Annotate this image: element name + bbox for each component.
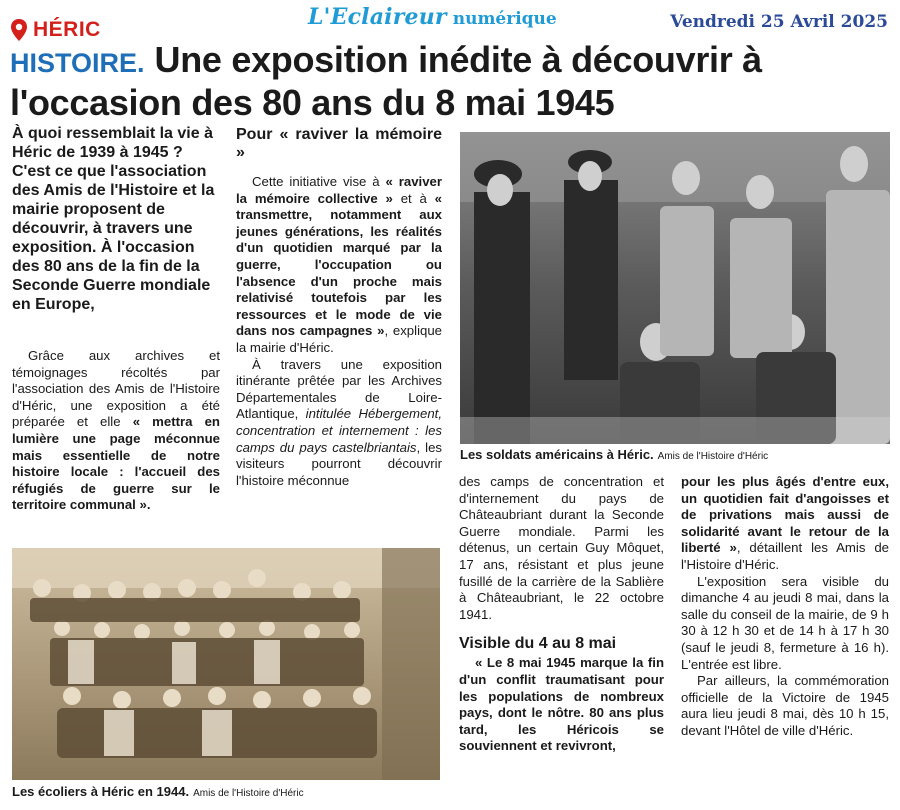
photo-credit: Amis de l'Histoire d'Héric xyxy=(193,788,304,799)
paragraph xyxy=(236,174,442,357)
article-column-1 xyxy=(12,348,220,514)
text-run: , détaillent les Amis de l'Histoire d'Héric. xyxy=(681,540,890,572)
italic-run: intitulée Hébergement, concentration et internement : les camps du pays castelbriantais xyxy=(236,406,443,455)
paragraph xyxy=(681,474,889,574)
text-run: et à xyxy=(392,190,435,206)
paragraph: Par ailleurs, la commémoration officielle de la Victoire de 1945 aura lieu jeudi 8 mai, dès 10 h 15, devant l'Hôtel de ville d'Héric. xyxy=(681,673,889,738)
paragraph: L'exposition sera visible du dimanche 4 au jeudi 8 mai, dans la salle du conseil de la mairie, de 9 h 30 à 12 h 30 et de 14 h à 17 h 30 (sauf le jeudi 8, fermeture à 16 h). L'entrée est libre. xyxy=(681,573,889,672)
text-run: Cette initiative vise à xyxy=(252,174,386,189)
quote-bold: « raviver la mémoire collective » xyxy=(236,174,443,206)
paragraph-bold: « Le 8 mai 1945 marque la fin d'un conflit traumatisant pour les populations de nombreux pays, dont le nôtre. 80 ans plus tard, les Héricois se souviennent et revivront, xyxy=(459,655,664,754)
article-column-2 xyxy=(236,126,442,489)
headline-kicker: HISTOIRE. xyxy=(10,48,145,78)
article-column-3 xyxy=(459,474,664,755)
paragraph: des camps de concentration et d'internement du pays de Châteaubriant durant la Seconde Guerre mondiale. Parmi les détenus, un certain Guy Môquet, 17 ans, résistant et plus jeune fusillé de la carrière de la Sablière à Châteaubriant, le 22 octobre 1941. xyxy=(459,474,664,622)
schoolchildren-photo-illustration xyxy=(12,548,440,780)
photo-credit: Amis de l'Histoire d'Héric xyxy=(657,451,769,462)
caption-text: Les écoliers à Héric en 1944. xyxy=(12,784,190,799)
brand-name: L'Eclaireur xyxy=(308,4,447,30)
text-run: , explique la mairie d'Héric. xyxy=(236,323,442,355)
brand-subtitle: numérique xyxy=(452,9,557,29)
photo-soldiers xyxy=(460,132,890,444)
headline xyxy=(10,40,890,123)
article-column-4 xyxy=(681,474,889,740)
text-run: À travers une exposition itinérante prêtée par les Archives Départementales de Loire-Atlantique, xyxy=(236,356,442,422)
photo-schoolchildren xyxy=(12,548,440,780)
paragraph xyxy=(12,348,220,514)
subheading: Visible du 4 au 8 mai xyxy=(459,635,617,653)
photo-schoolchildren-caption xyxy=(12,785,440,801)
soldiers-photo-illustration xyxy=(460,132,890,444)
text-run: , les visiteurs pourront découvrir l'histoire méconnue xyxy=(236,439,443,488)
caption-text: Les soldats américains à Héric. xyxy=(460,447,654,462)
headline-title: Une exposition inédite à découvrir à l'occasion des 80 ans du 8 mai 1945 xyxy=(10,39,762,123)
location-pin-icon xyxy=(10,18,28,42)
quote-bold: « transmettre, notamment aux jeunes générations, les réalités d'un quotidien marqué par la guerre, l'occupation ou l'absence d'un proche mais relativisé toutefois par les ressources et le mode de vie dans nos campagnes » xyxy=(236,190,443,339)
quote-bold: « mettra en lumière une page méconnue mais essentielle de notre histoire locale : l'accueil des réfugiés de guerre sur le territoire communal ». xyxy=(12,414,220,513)
paragraph xyxy=(236,357,442,490)
location-tag xyxy=(10,18,101,42)
article-lead: À quoi ressemblait la vie à Héric de 1939 à 1945 ? C'est ce que l'association des Amis de l'Histoire et la mairie proposent de découvrir, à travers une exposition. À l'occasion des 80 ans de la fin de la Seconde Guerre mondiale en Europe, xyxy=(12,125,215,313)
quote-bold: pour les plus âgés d'entre eux, un quotidien fait d'angoisses et de privations mais aussi de solidarité avant le retour de la liberté » xyxy=(681,474,889,556)
subheading: Pour « raviver la mémoire » xyxy=(236,126,442,161)
text-run: Grâce aux archives et témoignages récoltés par l'association des Amis de l'Histoire d'Héric, une exposition a été préparée et elle xyxy=(12,348,220,430)
publication-date: Vendredi 25 Avril 2025 xyxy=(670,12,888,32)
publication-brand xyxy=(308,4,557,30)
location-name: HÉRIC xyxy=(33,18,101,41)
photo-soldiers-caption xyxy=(460,448,890,464)
